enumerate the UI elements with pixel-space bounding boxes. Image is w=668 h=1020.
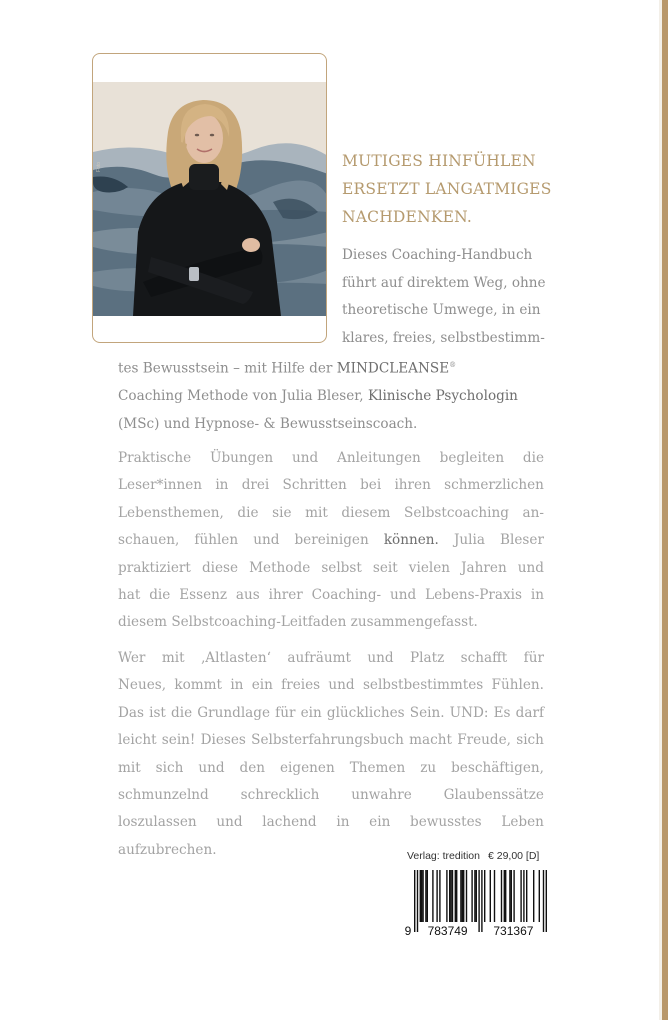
headline-line-3: NACHDENKEN. xyxy=(342,208,473,226)
svg-text:783749: 783749 xyxy=(427,924,468,938)
barcode-bars xyxy=(404,870,554,940)
paragraph-line: Das ist die Grundlage für ein glückliches Sein. UND: Es darf xyxy=(118,704,544,721)
paragraph-line: Leser*innen in drei Schritten bei ihren schmerzlichen xyxy=(118,477,544,494)
intro-full-width xyxy=(118,352,558,438)
paragraph-line: aufzubrechen. xyxy=(118,841,217,858)
intro-line-7: (MSc) und Hypnose- & Bewusstseinscoach. xyxy=(118,415,418,432)
intro-line-2: führt auf direktem Weg, ohne xyxy=(342,274,546,291)
paragraph-line: schmunzelnd schrecklich unwahre Glaubenssätze xyxy=(118,786,544,803)
intro-line-1: Dieses Coaching-Handbuch xyxy=(342,247,533,263)
intro-line-3: theoretische Umwege, in ein xyxy=(342,302,541,319)
headline-line-1: MUTIGES HINFÜHLEN xyxy=(342,152,536,170)
paragraph-line: mit sich und den eigenen Themen zu beschäftigen, xyxy=(118,759,544,776)
brand-mindcleanse: MINDCLEANSE xyxy=(336,360,450,377)
paragraph-line: Neues, kommt in ein freies und selbstbestimmtes Fühlen. xyxy=(118,677,544,694)
intro-right-column xyxy=(342,242,547,352)
paragraph-line: Wer mit ‚Altlasten‘ aufräumt und Platz schafft für xyxy=(118,650,544,666)
paragraph-line: loszulassen und lachend in ein bewusstes Leben xyxy=(118,814,544,831)
paragraph-line: leicht sein! Dieses Selbsterfahrungsbuch macht Freude, sich xyxy=(118,732,544,749)
photo-credit: Foto xyxy=(96,162,102,173)
author-photo-frame xyxy=(92,53,327,343)
paragraph-line: diesem Selbstcoaching-Leitfaden zusammengefasst. xyxy=(118,614,478,631)
paragraph-line: schauen, fühlen und bereinigen können. Julia Bleser xyxy=(118,532,544,549)
author-photo xyxy=(93,82,326,316)
intro-line-5: tes Bewusstsein – mit Hilfe der MINDCLEANSE® xyxy=(118,360,457,377)
paragraph-line: Praktische Übungen und Anleitungen begleiten die xyxy=(118,450,544,466)
intro-line-6: Coaching Methode von Julia Bleser, Klinische Psychologin xyxy=(118,388,518,405)
paragraph-line: Lebensthemen, die sie mit diesem Selbstcoaching an- xyxy=(118,504,544,521)
paragraph-2 xyxy=(118,645,544,864)
intro-line-4: klares, freies, selbstbestimm- xyxy=(342,329,545,346)
headline xyxy=(342,147,572,231)
registered-mark: ® xyxy=(449,361,457,369)
spine-edge xyxy=(662,0,668,1020)
svg-text:9: 9 xyxy=(404,924,412,938)
svg-text:731367: 731367 xyxy=(493,924,534,938)
publisher-label: Verlag: tredition xyxy=(407,850,480,862)
headline-line-2: ERSETZT LANGATMIGES xyxy=(342,180,552,198)
title-clinical-psychologist: Klinische Psychologin xyxy=(367,388,518,405)
paragraph-line: hat die Essenz aus ihrer Coaching- und Lebens-Praxis in xyxy=(118,586,544,603)
price-label: € 29,00 [D] xyxy=(487,850,540,862)
paragraph-1 xyxy=(118,445,544,637)
paragraph-line: praktiziert diese Methode selbst seit vielen Jahren und xyxy=(118,559,544,576)
isbn-barcode xyxy=(404,870,554,940)
publisher-price xyxy=(407,850,539,862)
